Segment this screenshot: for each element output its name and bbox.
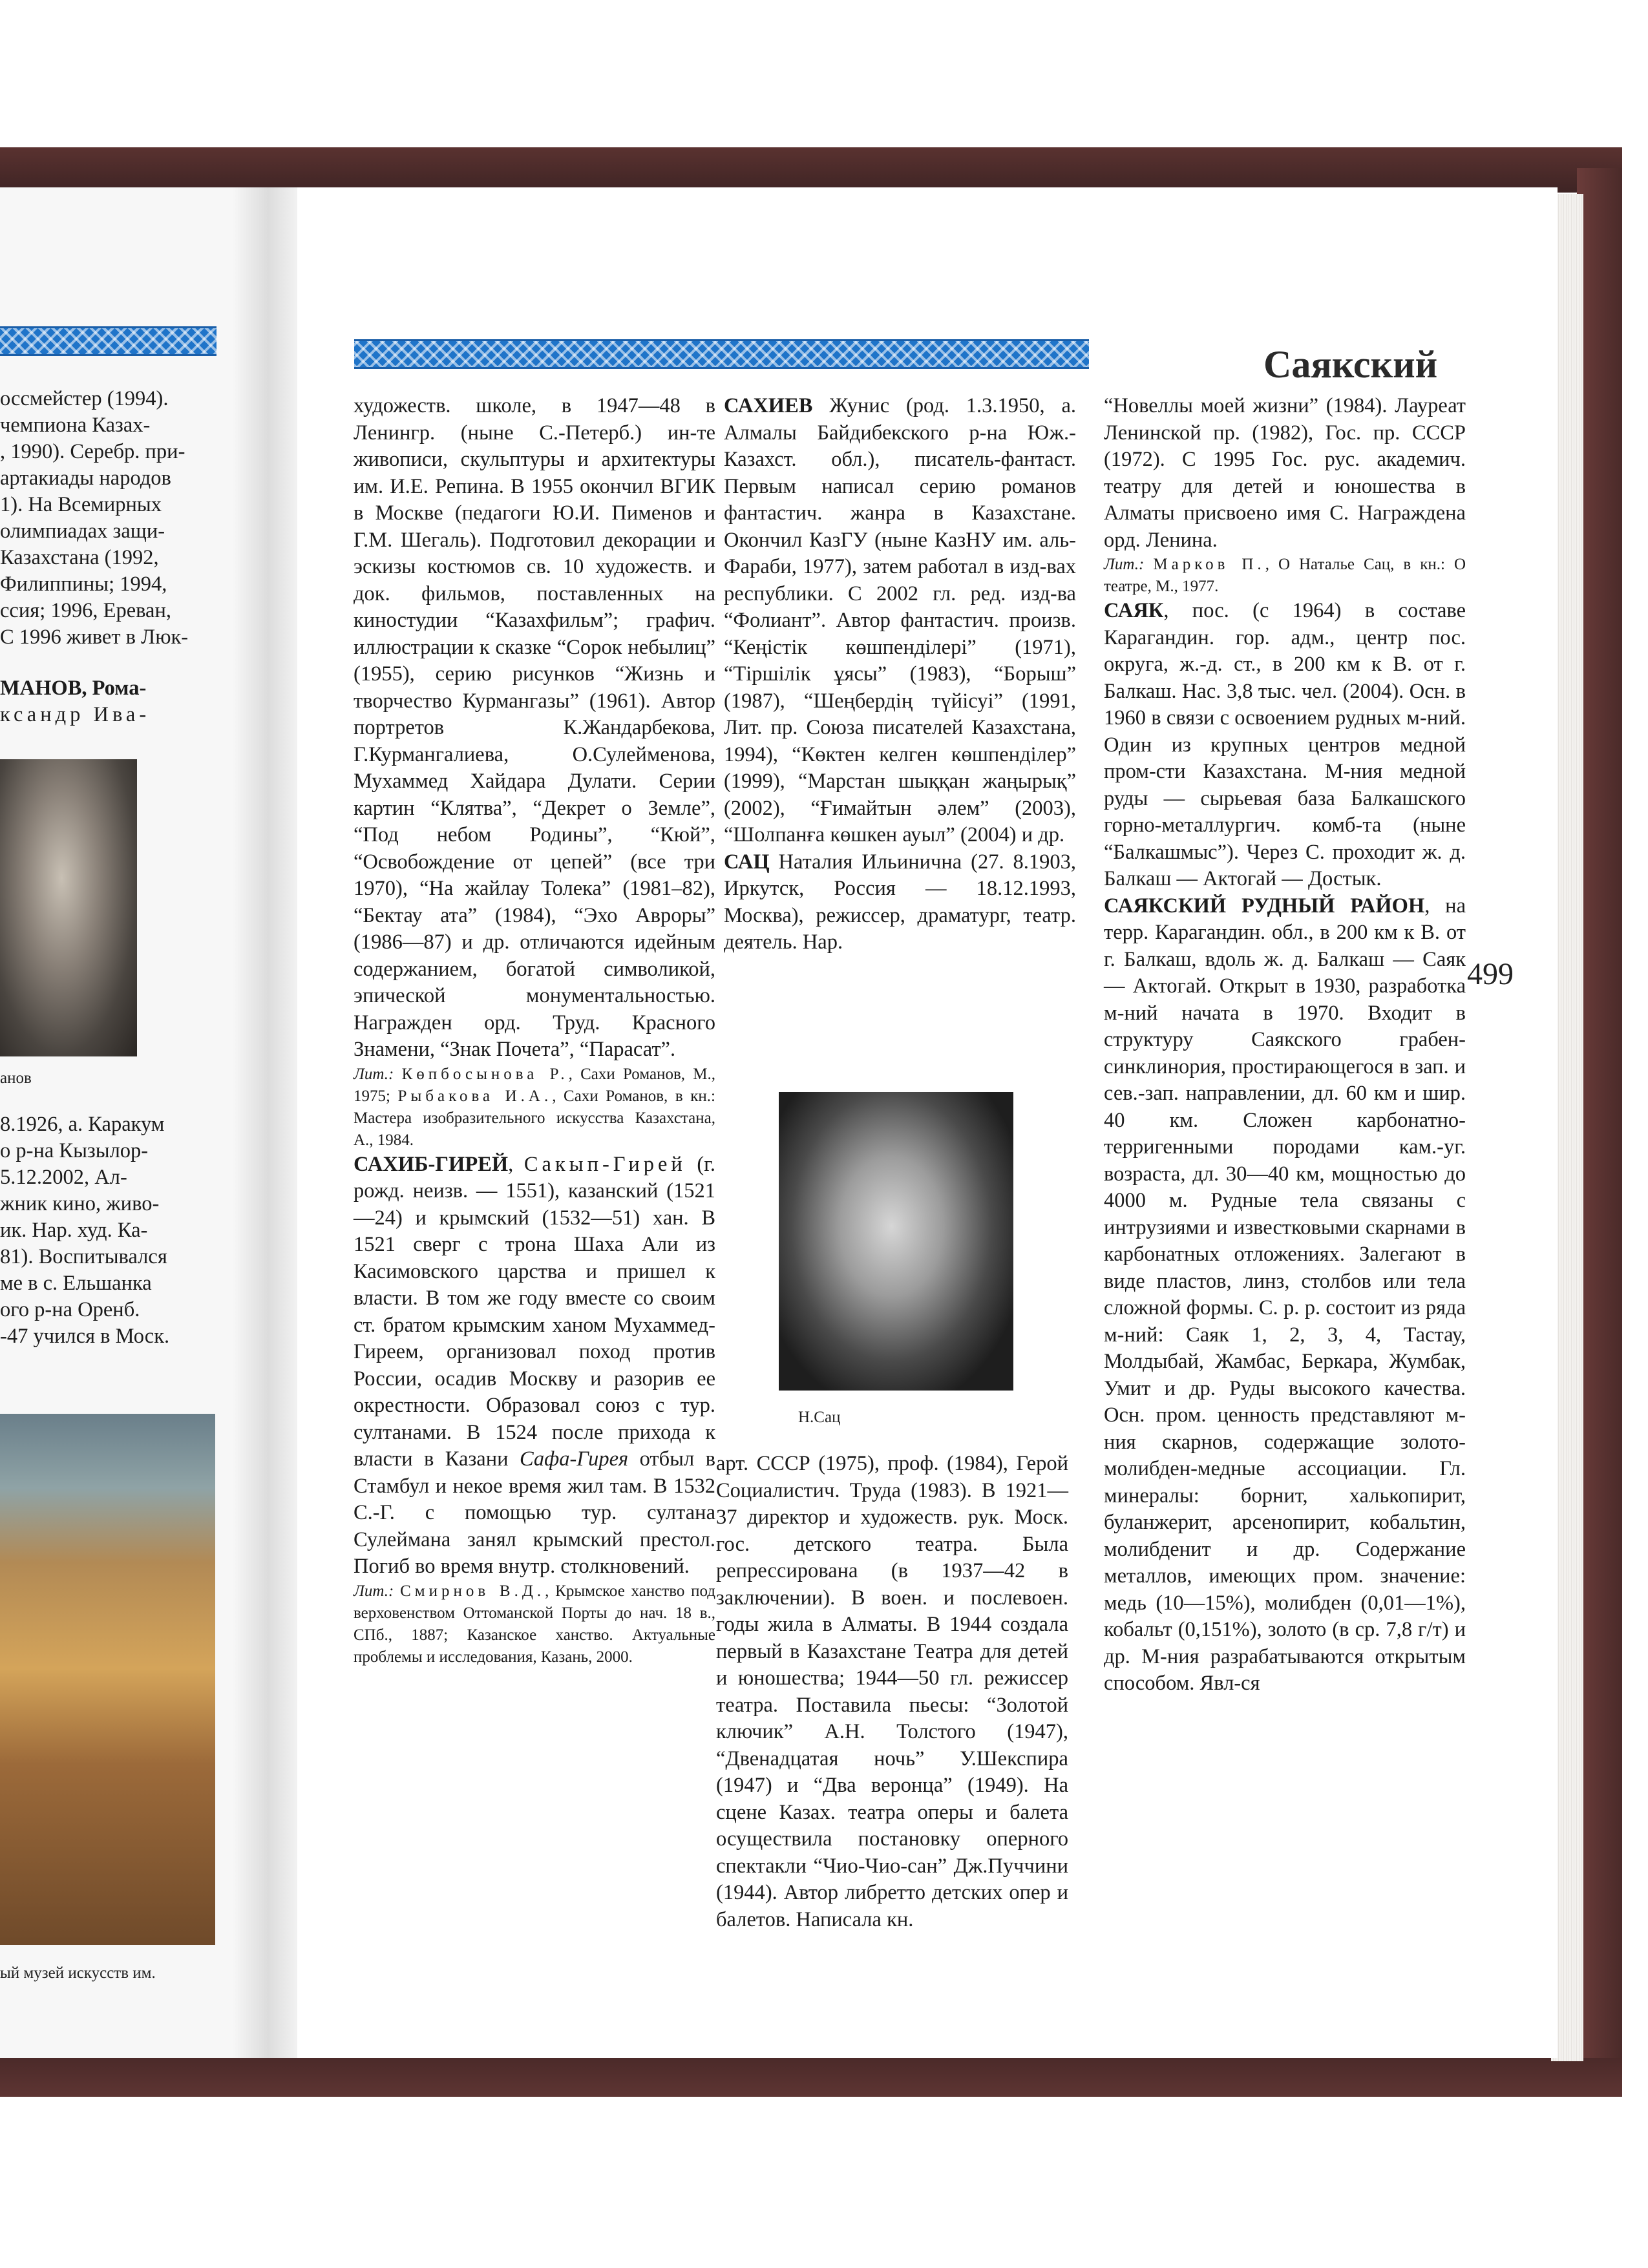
photo-caption-sats: Н.Сац bbox=[798, 1409, 841, 1426]
book-cover-top bbox=[0, 147, 1622, 193]
column-1 bbox=[354, 393, 715, 1668]
lit-text: , Сахи Романов, в кн.: Мастера изобразительного искусства Казахстана, А., 1984. bbox=[354, 1087, 715, 1149]
article-sayak bbox=[1104, 598, 1466, 893]
left-heading-line: ксандр Ива- bbox=[0, 703, 151, 726]
headword: САХИБ-ГИРЕЙ bbox=[354, 1152, 509, 1176]
left-line: Казахстана (1992, bbox=[0, 546, 159, 569]
left-line: жник кино, живо- bbox=[0, 1192, 160, 1215]
left-line: артакиады народов bbox=[0, 467, 171, 490]
article-text: , на терр. Карагандин. обл., в 200 км к В. от г. Балкаш, вдоль ж. д. Балкаш — Саяк — Актогай. Открыт в 1930, разработка м-ний начата в 1970. Входит в структуру Саякского грабен-синклинория, простирающегося в зап. и сев.-зап. направлении, дл. 60 км и шир. 40 км. Сложен карбонатно-терригенными породами кам.-уг. возраста, дл. 30—40 км, мощностью до 4000 м. Рудные тела связаны с интрузиями и известковыми скарнами в карбонатных отложениях. Залегают в виде пластов, линз, столбов или тела сложной формы. С. р. р. состоит из ряда м-ний: Саяк 1, 2, 3, 4, Тастау, Молдыбай, Жамбас, Беркара, Жумбак, Умит и др. Руды высокого качества. Осн. пром. ценность представляют м-ния скарнов, содержащие золото-молибден-медные ассоциации. Гл. минералы: борнит, халькопирит, буланжерит, арсенопирит, кобальтин, молибденит и др. Содержание металлов, имеющих пром. значение: медь (10—15%), молибден (0,01—1%), кобальт (0,151%), золото (в ср. 7,8 г/т) и др. М-ния разрабатываются открытым способом. Явл-ся bbox=[1104, 894, 1466, 1695]
left-line: 1). На Всемирных bbox=[0, 493, 162, 516]
left-portrait-caption: анов bbox=[0, 1069, 32, 1087]
left-line: 81). Воспитывался bbox=[0, 1245, 167, 1268]
book-gutter bbox=[233, 187, 297, 2058]
headword: САЯК bbox=[1104, 599, 1164, 622]
headword: САЯКСКИЙ РУДНЫЙ РАЙОН bbox=[1104, 894, 1425, 918]
literature-note bbox=[354, 1580, 715, 1668]
lit-label: Лит.: bbox=[354, 1065, 394, 1083]
lit-author: Марков П. bbox=[1153, 556, 1265, 573]
article-sakhiev bbox=[724, 393, 1076, 849]
article-text: Наталия Ильинична (27. 8.1903, Иркутск, Россия — 18.12.1993, Москва), режиссер, драматург, театр. деятель. Нар. bbox=[724, 850, 1076, 954]
column-3 bbox=[1104, 393, 1466, 1697]
article-sats-continued: арт. СССР (1975), проф. (1984), Герой Социалистич. Труда (1983). В 1921—37 директор и художеств. рук. Моск. гос. детского театра. Была репрессирована (в 1937—42 в заключении). В воен. и послевоен. годы жила в Алматы. В 1944 создала первый в Казахстане Театра для детей и юношества; 1944—50 гл. режиссер театра. Поставила пьесы: “Золотой ключик” А.Н. Толстого (1947), “Двенадцатая ночь” У.Шекспира (1947) и “Два веронца” (1949). На сцене Казах. театра оперы и балета осуществила постановку оперного спектакли “Чио-Чио-сан” Дж.Пуччини (1944). Автор либретто детских опер и балетов. Написала кн. bbox=[716, 1452, 1068, 1931]
article-text-italic: Сафа-Гирея bbox=[519, 1447, 629, 1471]
article-sahib-girey: САХИБ-ГИРЕЙ, Сакып-Гирей (г. рожд. неизв. — 1551), казанский (1521—24) и крымский (1532—51) хан. В 1521 сверг с трона Шаха Али из Касимовского царства и пришел к власти. В том же году вместе со своим ст. братом крымским ханом Мухаммед-Гиреем, организовал поход против России, осадив Москву и разорив ее окрестности. Образовал союз с тур. султанами. В 1524 после прихода к власти в Казани Сафа-Гирея отбыл в Стамбул и некое время жил там. В 1532 С.-Г. с помощью тур. султана Сулеймана занял крымский престол. Погиб во время внутр. столкновений. bbox=[354, 1152, 716, 1578]
column-2 bbox=[724, 393, 1076, 956]
lit-text: , Крымское ханство под верховенством Оттоманской Порты до нач. 18 в., СПб., 1887; Казанское ханство. Актуальные проблемы и исследования, Казань, 2000. bbox=[354, 1582, 715, 1666]
left-painting-caption: ый музей искусств им. bbox=[0, 1964, 156, 1982]
article-text: , пос. (с 1964) в составе Карагандин. гор. адм., центр пос. округа, ж.-д. ст., в 200 км к В. от г. Балкаш. Нас. 3,8 тыс. чел. (2004). Осн. в 1960 в связи с освоением рудных м-ний. Один из крупных центров медной пром-сти Казахстана. М-ния медной руды — сырьевая база Балкашского горно-металлургич. комб-та (ныне “Балкашмыс”). Через С. проходит ж. д. Балкаш — Актогай — Достык. bbox=[1104, 599, 1466, 890]
left-page-text-top bbox=[0, 386, 213, 651]
left-line: 8.1926, а. Каракум bbox=[0, 1113, 165, 1136]
lit-label: Лит.: bbox=[1104, 556, 1145, 573]
left-line: чемпиона Казах- bbox=[0, 414, 151, 437]
headword: САХИЕВ bbox=[724, 394, 813, 417]
left-line: ссия; 1996, Ереван, bbox=[0, 599, 171, 622]
headword: САЦ bbox=[724, 850, 770, 874]
page-number: 499 bbox=[1467, 957, 1514, 991]
column-2-lower bbox=[716, 1451, 1068, 1933]
headword-alt: Сакып-Гирей bbox=[523, 1152, 686, 1176]
left-line: Филиппины; 1994, bbox=[0, 572, 167, 596]
article-sats bbox=[724, 849, 1076, 956]
left-line: о р-на Кызылор- bbox=[0, 1139, 149, 1162]
ornament-band-right bbox=[354, 339, 1089, 369]
left-line: олимпиадах защи- bbox=[0, 520, 165, 543]
article-text: отбыл в Стамбул и некое время жил там. В 1532 С.-Г. с помощью тур. султана Сулеймана занял крымский престол. Погиб во время внутр. столкновений. bbox=[354, 1447, 716, 1578]
left-heading-line: МАНОВ, Рома- bbox=[0, 677, 147, 700]
literature-note bbox=[354, 1064, 715, 1151]
lit-author: Көпбосынова Р. bbox=[401, 1065, 569, 1083]
book-cover-right bbox=[1577, 168, 1622, 2074]
article-text: (г. рожд. неизв. — 1551), казанский (1521—24) и крымский (1532—51) хан. В 1521 сверг с трона Шаха Али из Касимовского царства и пришел к власти. В том же году вместе со своим ст. братом крымским ханом Мухаммед-Гиреем, организовал поход против России, осадив Москву и разорив ее окрестности. Образовал союз с тур. султанами. В 1524 после прихода к власти в Казани bbox=[354, 1152, 715, 1471]
article-sats-end: “Новеллы моей жизни” (1984). Лауреат Ленинской пр. (1982), Гос. пр. СССР (1972). С 1995 Гос. рус. академич. театру для детей и юношества в Алматы присвоено имя С. Награждена орд. Ленина. bbox=[1104, 394, 1466, 552]
left-line: 5.12.2002, Ал- bbox=[0, 1166, 127, 1189]
left-line: ого р-на Оренб. bbox=[0, 1298, 140, 1321]
book-cover-bottom bbox=[0, 2058, 1622, 2097]
portrait-photo-sats bbox=[779, 1092, 1013, 1391]
left-line: оссмейстер (1994). bbox=[0, 387, 169, 410]
ornament-band-left bbox=[0, 326, 217, 356]
literature-note bbox=[1104, 554, 1466, 598]
lit-author: Смирнов В.Д. bbox=[400, 1582, 545, 1600]
running-head: Саякский bbox=[1263, 343, 1438, 386]
lit-text: , О Наталье Сац, в кн.: О театре, М., 1977. bbox=[1104, 556, 1466, 595]
left-line: -47 учился в Моск. bbox=[0, 1325, 170, 1348]
article-text: Жунис (род. 1.3.1950, а. Алмалы Байдибекского р-на Юж.-Казахст. обл.), писатель-фантаст. Первым написал серию романов фантастич. жанра в Казахстане. Окончил КазГУ (ныне КазНУ им. аль-Фараби, 1977), затем работал в изд-вах республики. С 2002 гл. ред. изд-ва “Фолиант”. Автор фантастич. произв. “Кеңістік көшпенділері” (1971), “Тіршілік ұясы” (1983), “Борыш” (1987), “Шеңбердің түйісуі” (1991, Лит. пр. Союза писателей Казахстана, 1994), “Көктен келген көшпенділер” (1999), “Марстан шыққан жаңырық” (2002), “Ғимайтын әлем” (2003), “Шолпанға көшкен ауыл” (2004) и др. bbox=[724, 394, 1077, 846]
article-romanov-continued: художеств. школе, в 1947—48 в Ленингр. (ныне С.-Петерб.) ин-те живописи, скульптуры и архитектуры им. И.Е. Репина. В 1955 окончил ВГИК в Москве (педагоги Ю.И. Пименов и Г.М. Шегаль). Подготовил декорации и эскизы костюмов св. 10 художеств. и док. фильмов, поставленных на киностудии “Казахфильм”; графич. иллюстрации к сказке “Сорок небылиц” (1955), серию рисунков “Жизнь и творчество Курмангазы” (1961). Автор портретов К.Жандарбекова, Г.Курмангалиева, О.Сулейменова, Мухаммед Хайдара Дулати. Серии картин “Клятва”, “Декрет о Земле”, “Под небом Родины”, “Кюй”, “Освобождение от цепей” (все три 1970), “На жайлау Толека” (1981–82), “Бектау ата” (1984), “Эхо Авроры” (1986—87) и др. отличаются идейным содержанием, богатой символикой, эпической монументальностью. Награжден орд. Труд. Красного Знамени, “Знак Почета”, “Парасат”. bbox=[354, 394, 715, 1061]
lit-label: Лит.: bbox=[354, 1582, 394, 1600]
left-line: С 1996 живет в Люк- bbox=[0, 625, 189, 649]
left-page-heading bbox=[0, 675, 150, 728]
portrait-photo-left bbox=[0, 759, 137, 1056]
left-page-text-mid bbox=[0, 1111, 169, 1350]
left-line: ме в с. Ельшанка bbox=[0, 1272, 152, 1295]
landscape-painting-left bbox=[0, 1414, 215, 1945]
left-line: , 1990). Серебр. при- bbox=[0, 440, 185, 463]
lit-author: Рыбакова И.А. bbox=[397, 1087, 553, 1105]
article-sayak-ore-district bbox=[1104, 893, 1466, 1697]
left-line: ик. Нар. худ. Ка- bbox=[0, 1219, 148, 1242]
lit-text: , Сахи Романов, М., 1975; bbox=[354, 1065, 715, 1105]
